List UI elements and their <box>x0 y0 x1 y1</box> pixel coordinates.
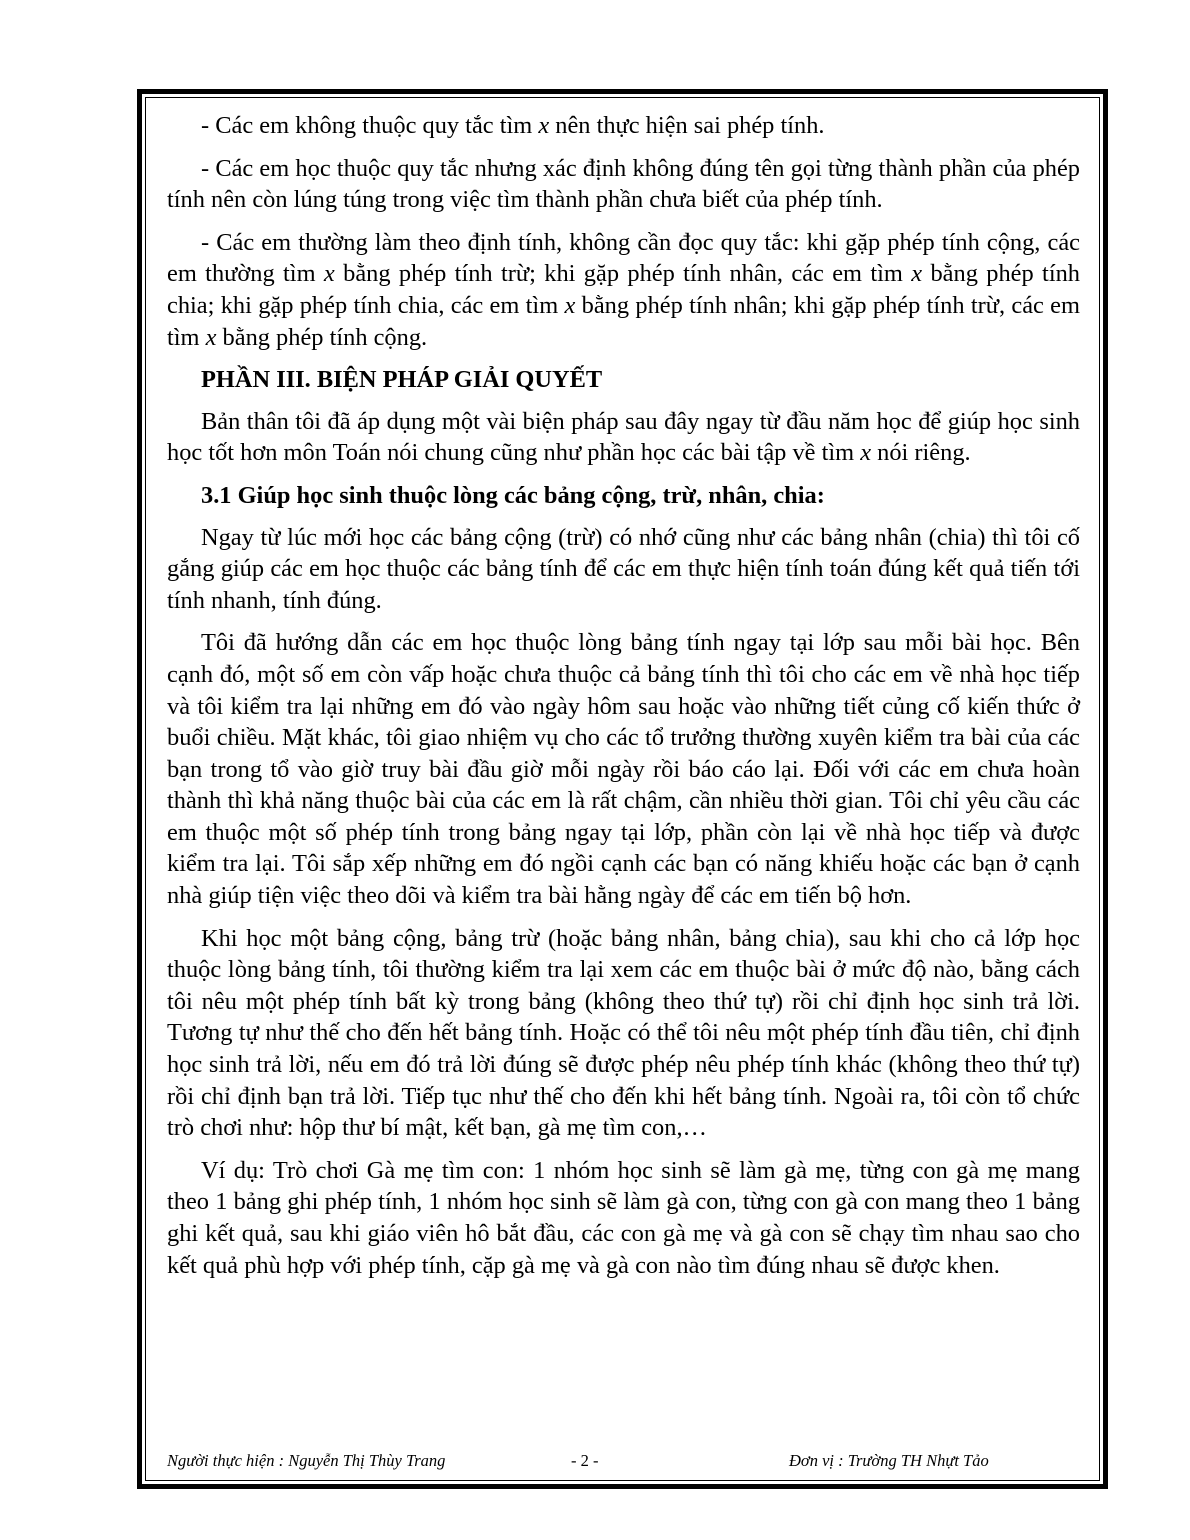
footer-author: Người thực hiện : Nguyễn Thị Thùy Trang <box>167 1451 446 1470</box>
variable-x: x <box>860 439 872 467</box>
paragraph: Khi học một bảng cộng, bảng trừ (hoặc bảng nhân, bảng chia), sau khi cho cả lớp học thuộc lòng bảng tính, tôi thường kiểm tra lại xem các em thuộc bài ở mức độ nào, bằng cách tôi nêu một phép tính bất kỳ trong bảng (không theo thứ tự) rồi chỉ định học sinh trả lời. Tương tự như thế cho đến hết bảng tính. Hoặc có thể tôi nêu một phép tính đầu tiên, chỉ định học sinh trả lời, nếu em đó trả lời đúng sẽ được phép nêu phép tính khác (không theo thứ tự) rồi chỉ định bạn trả lời. Tiếp tục như thế cho đến khi hết bảng tính. Ngoài ra, tôi còn tổ chức trò chơi như: hộp thư bí mật, kết bạn, gà mẹ tìm con,… <box>167 924 1080 1142</box>
section-heading: PHẦN III. BIỆN PHÁP GIẢI QUYẾT <box>201 366 603 394</box>
paragraph: Ví dụ: Trò chơi Gà mẹ tìm con: 1 nhóm học sinh sẽ làm gà mẹ, từng con gà mẹ mang theo 1 bảng ghi phép tính, 1 nhóm học sinh sẽ làm gà con, từng con gà con mang theo 1 bảng ghi kết quả, sau khi giáo viên hô bắt đầu, các con gà mẹ và gà con sẽ chạy tìm nhau sao cho kết quả phù hợp với phép tính, cặp gà mẹ và gà con nào tìm đúng nhau sẽ được khen. <box>167 1156 1080 1279</box>
paragraph: Ngay từ lúc mới học các bảng cộng (trừ) có nhớ cũng như các bảng nhân (chia) thì tôi cố gắng giúp các em học thuộc các bảng tính để các em thực hiện tính toán đúng kết quả tiến tới tính nhanh, tính đúng. <box>167 523 1080 614</box>
paragraph: - Các em thường làm theo định tính, không cần đọc quy tắc: khi gặp phép tính cộng, các em thường tìm x bằng phép tính trừ; khi gặp phép tính nhân, các em tìm x bằng phép tính chia; khi gặp phép tính chia, các em tìm x bằng phép tính nhân; khi gặp phép tính trừ, các em tìm x bằng phép tính cộng. <box>167 228 1080 351</box>
footer-unit: Đơn vị : Trường TH Nhựt Tảo <box>789 1451 989 1470</box>
footer-page-number: - 2 - <box>571 1451 599 1470</box>
document-body <box>167 110 1080 1281</box>
variable-x: x <box>538 112 550 139</box>
paragraph: Bản thân tôi đã áp dụng một vài biện pháp sau đây ngay từ đầu năm học để giúp học sinh học tốt hơn môn Toán nói chung cũng như phần học các bài tập về tìm x nói riêng. <box>167 407 1080 467</box>
page-footer <box>167 1451 1080 1471</box>
variable-x: x <box>911 260 923 288</box>
variable-x: x <box>564 291 576 319</box>
paragraph: - Các em không thuộc quy tắc tìm x nên thực hiện sai phép tính. <box>201 112 825 139</box>
subsection-heading: 3.1 Giúp học sinh thuộc lòng các bảng cộng, trừ, nhân, chia: <box>201 481 825 509</box>
paragraph: Tôi đã hướng dẫn các em học thuộc lòng bảng tính ngay tại lớp sau mỗi bài học. Bên cạnh đó, một số em còn vấp hoặc chưa thuộc cả bảng tính thì tôi cho các em về nhà học tiếp và tôi kiểm tra lại những em đó vào ngày hôm sau hoặc vào những tiết củng cố kiến thức ở buổi chiều. Mặt khác, tôi giao nhiệm vụ cho các tổ trưởng thường xuyên kiểm tra bài của các bạn trong tổ vào giờ truy bài đầu giờ mỗi ngày rồi báo cáo lại. Đối với các em chưa hoàn thành thì khả năng thuộc bài của các em là rất chậm, cần nhiều thời gian. Tôi chỉ yêu cầu các em thuộc một số phép tính trong bảng ngay tại lớp, phần còn lại về nhà học tiếp và được kiểm tra lại. Tôi sắp xếp những em đó ngồi cạnh các bạn có năng khiếu hoặc các bạn ở cạnh nhà giúp tiện việc theo dõi và kiểm tra bài hằng ngày để các em tiến bộ hơn. <box>167 629 1080 910</box>
variable-x: x <box>323 260 335 288</box>
paragraph: - Các em học thuộc quy tắc nhưng xác định không đúng tên gọi từng thành phần của phép tính nên còn lúng túng trong việc tìm thành phần chưa biết của phép tính. <box>167 154 1080 214</box>
variable-x: x <box>205 323 217 351</box>
